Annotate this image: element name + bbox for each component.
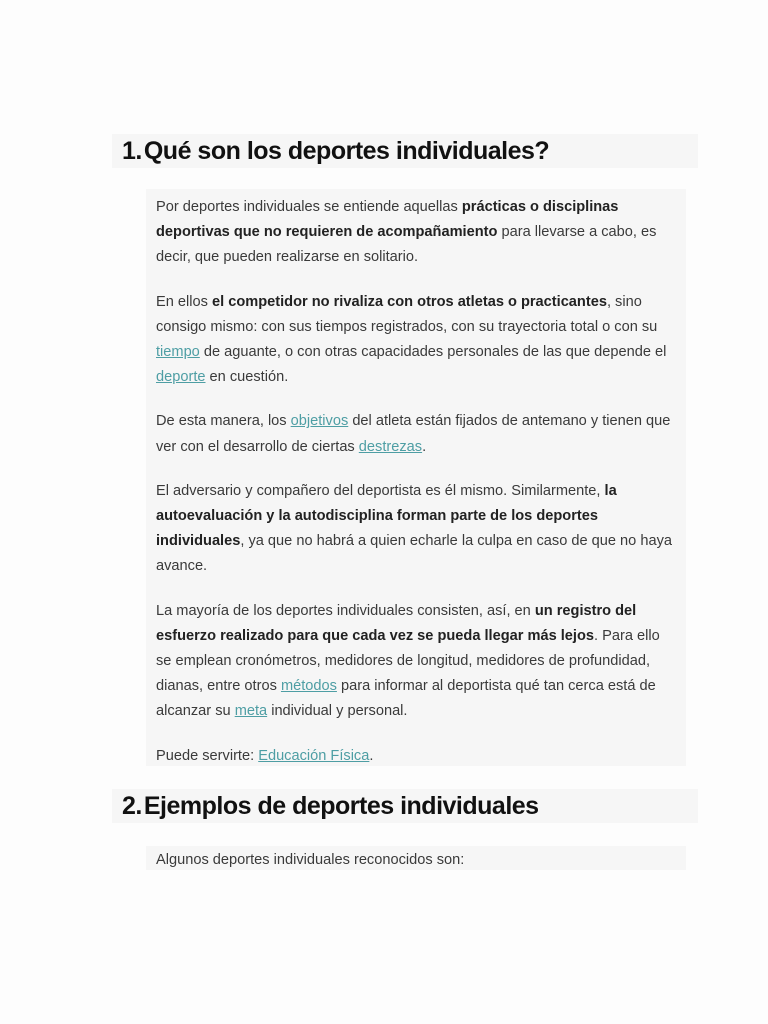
text: de aguante, o con otras capacidades personales de las que depende el (199, 344, 667, 361)
bold-text: el competidor no rivaliza con otros atletas o practicantes (211, 293, 607, 310)
section-2-intro: Algunos deportes individuales reconocidos son: (156, 852, 465, 868)
section-2-content (146, 846, 686, 870)
section-heading-1 (112, 134, 698, 168)
text: Por deportes individuales se entiende aquellas (156, 199, 462, 215)
paragraph-4 (156, 479, 676, 580)
link-deporte[interactable]: deporte (156, 369, 206, 386)
text: , ya que no habrá a quien echarle la culpa en caso de que no haya avance. (156, 533, 672, 575)
paragraph-2 (156, 290, 676, 391)
section-number: 1. (122, 136, 142, 165)
link-objetivos[interactable]: objetivos (290, 413, 349, 430)
text: del atleta están fijados de antemano y tienen que ver con el desarrollo de ciertas (156, 413, 671, 455)
bold-text: prácticas o disciplinas deportivas que no requieren de acompañamiento (156, 199, 619, 241)
link-educacion-fisica[interactable]: Educación Física (258, 747, 370, 764)
paragraph-3 (156, 409, 676, 459)
text: para informar al deportista qué tan cerca está de alcanzar su (156, 678, 656, 720)
paragraph-1 (156, 195, 676, 271)
section-title: Ejemplos de deportes individuales (143, 791, 539, 820)
text: La mayoría de los deportes individuales consisten, así, en (156, 602, 535, 619)
section-heading-2 (112, 789, 698, 823)
link-metodos[interactable]: métodos (280, 678, 337, 695)
link-tiempo[interactable]: tiempo (156, 344, 200, 361)
text: . (422, 438, 427, 455)
section-1-content (146, 189, 686, 766)
text: individual y personal. (267, 703, 408, 720)
text: . (369, 747, 374, 764)
bold-text: un registro del esfuerzo realizado para que cada vez se pueda llegar más lejos (156, 602, 637, 644)
section-title: Qué son los deportes individuales? (143, 136, 550, 165)
bold-text: la autoevaluación y la autodisciplina forman parte de los deportes individuales (156, 482, 617, 550)
text: En ellos (156, 293, 212, 310)
text: De esta manera, los (156, 413, 291, 430)
text: , sino consigo mismo: con sus tiempos registrados, con su trayectoria total o con su (156, 293, 658, 335)
text: El adversario y compañero del deportista es él mismo. Similarmente, (156, 482, 605, 499)
text: Puede servirte: (156, 747, 259, 764)
paragraph-5 (156, 599, 676, 725)
paragraph-see-also (156, 744, 676, 769)
link-meta[interactable]: meta (234, 703, 268, 720)
text: . Para ello se emplean cronómetros, medidores de longitud, medidores de profundidad, dianas, entre otros (156, 627, 660, 695)
text: para llevarse a cabo, es decir, que pueden realizarse en solitario. (156, 224, 657, 266)
link-destrezas[interactable]: destrezas (358, 438, 423, 455)
section-number: 2. (122, 791, 142, 820)
text: en cuestión. (205, 369, 289, 386)
